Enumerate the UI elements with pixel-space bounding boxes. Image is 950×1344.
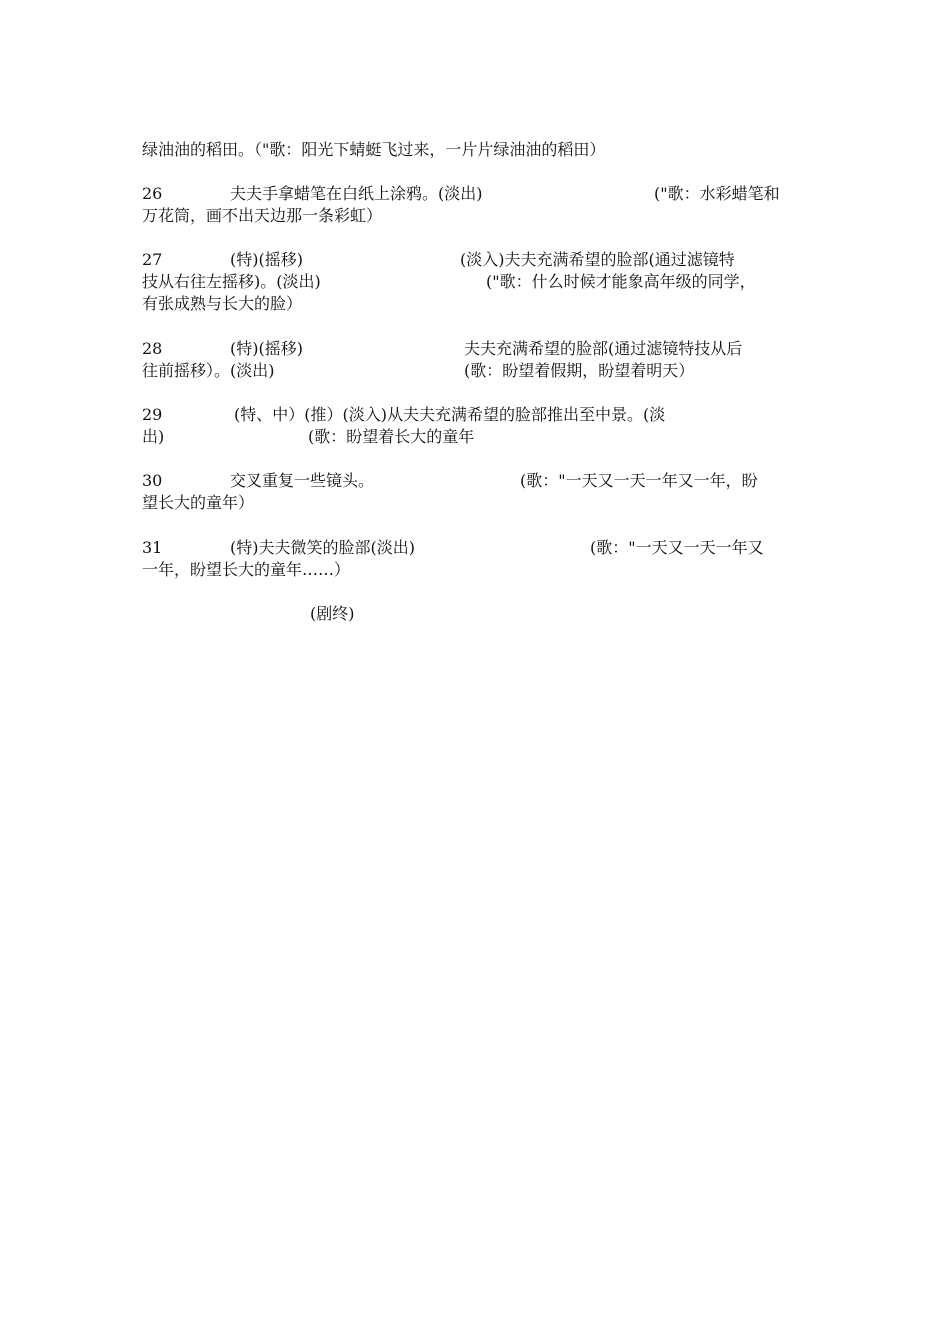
shot-description: 交叉重复一些镜头。 — [230, 471, 375, 490]
shot-26-line-2 — [142, 205, 812, 227]
shot-description: 往前摇移）。(淡出) — [142, 361, 275, 380]
shot-continuation: 有张成熟与长大的脸） — [142, 294, 303, 313]
shot-description: (特)夫夫微笑的脸部(淡出) — [230, 538, 415, 557]
shot-continuation: 万花筒，画不出天边那一条彩虹） — [142, 206, 383, 225]
shot-28-line-2 — [142, 360, 812, 382]
shot-type: (特)(摇移) — [230, 250, 303, 269]
song-lyric: ("歌：什么时候才能象高年级的同学， — [486, 272, 756, 291]
ending-text: (剧终) — [310, 604, 355, 623]
intro-text: 绿油油的稻田。（"歌：阳光下蜻蜓飞过来，一片片绿油油的稻田） — [142, 140, 606, 159]
song-lyric: (歌："一天又一天一年又 — [590, 538, 764, 557]
shot-27-line-2 — [142, 271, 812, 293]
shot-continuation: 望长大的童年） — [142, 493, 255, 512]
song-lyric: ("歌：水彩蜡笔和 — [654, 184, 780, 203]
shot-number: 31 — [142, 538, 163, 557]
shot-type: (特)(摇移) — [230, 339, 303, 358]
shot-description: 技从右往左摇移)。(淡出) — [142, 272, 321, 291]
shot-description: 夫夫手拿蜡笔在白纸上涂鸦。(淡出) — [230, 184, 483, 203]
shot-number: 30 — [142, 471, 163, 490]
shot-number: 26 — [142, 184, 163, 203]
shot-description: 夫夫充满希望的脸部(通过滤镜特技从后 — [464, 339, 743, 358]
shot-31-line-1 — [142, 537, 812, 559]
shot-28-line-1 — [142, 338, 812, 360]
shot-description: (特、中）(推）(淡入)从夫夫充满希望的脸部推出至中景。(淡 — [234, 405, 666, 424]
shot-31-line-2 — [142, 559, 812, 581]
shot-26-line-1 — [142, 183, 812, 205]
shot-29-line-1 — [142, 404, 812, 426]
song-lyric: (歌：盼望着长大的童年 — [308, 427, 475, 446]
song-lyric: (歌："一天又一天一年又一年，盼 — [520, 471, 758, 490]
shot-number: 28 — [142, 339, 163, 358]
shot-27-line-1 — [142, 249, 812, 271]
shot-27-line-3 — [142, 293, 812, 315]
ending-line — [142, 603, 812, 625]
shot-number: 29 — [142, 405, 163, 424]
song-lyric: (歌：盼望着假期，盼望着明天） — [464, 361, 695, 380]
text-line — [142, 139, 812, 161]
shot-number: 27 — [142, 250, 163, 269]
shot-29-line-2 — [142, 426, 812, 448]
shot-30-line-1 — [142, 470, 812, 492]
shot-description: 出) — [142, 427, 165, 446]
shot-30-line-2 — [142, 492, 812, 514]
shot-description: (淡入)夫夫充满希望的脸部(通过滤镜特 — [460, 250, 735, 269]
shot-continuation: 一年，盼望长大的童年……） — [142, 560, 351, 579]
